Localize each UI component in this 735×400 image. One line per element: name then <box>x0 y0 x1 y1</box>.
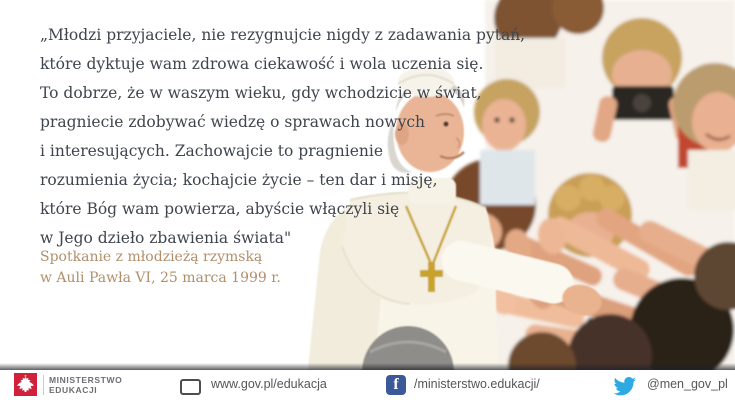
facebook-handle: /ministerstwo.edukacji/ <box>414 377 540 391</box>
quote-line: „Młodzi przyjaciele, nie rezygnujcie nigdy z zadawania pytań, <box>40 26 526 44</box>
website-icon <box>180 379 201 395</box>
quote-line: To dobrze, że w waszym wieku, gdy wchodzicie w świat, <box>40 84 482 102</box>
website-url: www.gov.pl/edukacja <box>211 377 327 391</box>
facebook-icon: f <box>386 375 406 395</box>
quote-line: pragniecie zdobywać wiedzę o sprawach nowych <box>40 113 426 131</box>
quote-line: które dyktuje wam zdrowa ciekawość i wola uczenia się. <box>40 55 484 73</box>
quote-block <box>40 21 526 253</box>
quote-line: i interesujących. Zachowajcie to pragnienie <box>40 142 384 160</box>
twitter-icon <box>613 377 636 396</box>
quote-line: w Jego dzieło zbawienia świata" <box>40 229 292 247</box>
quote-line: rozumienia życia; kochajcie życie – ten dar i misję, <box>40 171 438 189</box>
ministry-line-1: MINISTERSTWO <box>49 375 123 385</box>
ministry-line-2: EDUKACJI <box>49 385 98 395</box>
quote-line: które Bóg wam powierza, abyście włączyli się <box>40 200 400 218</box>
caption-line-2: w Auli Pawła VI, 25 marca 1999 r. <box>40 270 281 286</box>
caption-line-1: Spotkanie z młodzieżą rzymską <box>40 249 263 265</box>
footer-bar <box>0 370 735 400</box>
twitter-handle: @men_gov_pl <box>647 377 728 391</box>
ministry-name <box>49 375 122 395</box>
quote-caption <box>40 247 281 289</box>
logo-separator <box>43 375 44 395</box>
ministry-logo <box>14 373 37 396</box>
footer-shadow <box>0 363 735 370</box>
polish-eagle-icon <box>15 374 36 395</box>
